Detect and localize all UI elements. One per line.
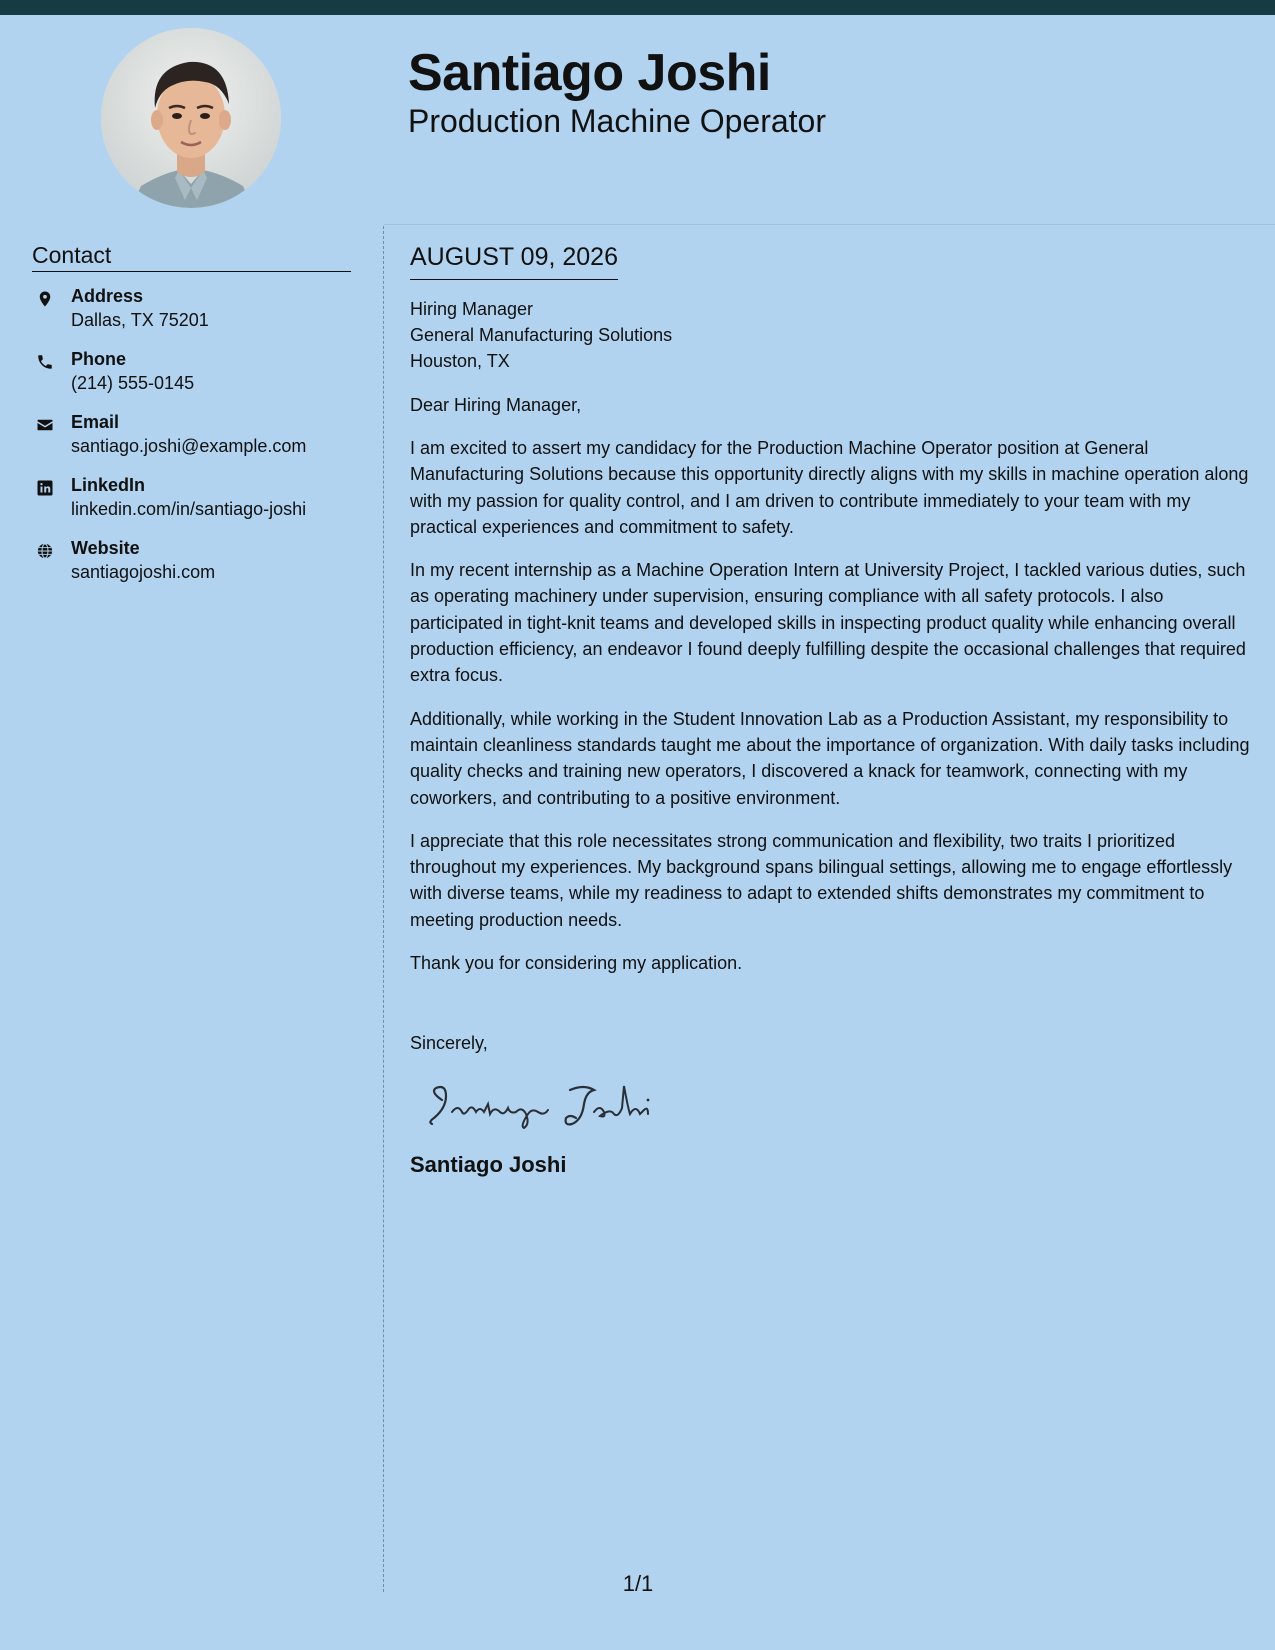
contact-value: linkedin.com/in/santiago-joshi [71,499,307,519]
body-paragraph: I appreciate that this role necessitates strong communication and flexibility, two traits I prioritized throughout my experiences. My background spans bilingual settings, allowing me to engage effortlessly with diverse teams, while my readiness to adapt to extended shifts demonstrates my commitment to meeting production needs. [410,830,1233,930]
closing: Sincerely, [410,1033,488,1054]
contact-value: Dallas, TX 75201 [71,310,209,330]
phone-icon [36,353,54,371]
body-paragraph: I am excited to assert my candidacy for the Production Machine Operator position at General Manufacturing Solutions because this opportunity directly aligns with my skills in machine operation along with my passion for quality control, and I am driven to contribute immediately to your team with my practical experiences and commitment to safety. [410,438,1249,537]
location-pin-icon [36,290,54,308]
letter-body [410,240,1250,1180]
letter-date: AUGUST 09, 2026 [410,240,618,280]
contact-label: LinkedIn [71,475,146,495]
contact-item-email [32,410,351,473]
contact-value: santiago.joshi@example.com [71,436,307,456]
contact-item-website [32,536,351,599]
contact-label: Website [71,538,140,558]
contact-list [32,284,351,599]
contact-item-linkedin [32,473,351,536]
contact-value: santiagojoshi.com [71,562,216,582]
job-title: Production Machine Operator [408,103,826,139]
linkedin-icon [36,479,54,497]
column-divider [383,226,384,1592]
recipient-line: Hiring Manager [410,299,534,319]
contact-heading: Contact [32,240,351,272]
page-number: 1/1 [622,1571,654,1596]
contact-label: Email [71,412,120,432]
recipient-line: Houston, TX [410,351,510,371]
handwritten-signature [424,1078,664,1134]
envelope-icon [36,416,54,434]
globe-icon [36,542,54,560]
contact-label: Address [71,286,144,306]
top-accent-bar [0,0,1275,15]
body-paragraph: Additionally, while working in the Student Innovation Lab as a Production Assistant, my responsibility to maintain cleanliness standards taught me about the importance of organization. With daily tasks including quality checks and training new operators, I discovered a knack for teamwork, connecting with my coworkers, and contributing to a positive environment. [410,708,1250,808]
body-paragraph: Thank you for considering my application. [410,953,743,974]
contact-value: (214) 555-0145 [71,373,195,393]
header-divider [384,224,1275,225]
contact-item-phone [32,347,351,410]
profile-photo-illustration [101,28,281,208]
contact-label: Phone [71,349,127,369]
salutation: Dear Hiring Manager, [410,395,582,415]
candidate-name: Santiago Joshi [408,44,771,102]
profile-photo [101,28,281,208]
recipient-line: General Manufacturing Solutions [410,325,673,345]
body-paragraph: In my recent internship as a Machine Operation Intern at University Project, I tackled various duties, such as operating machinery under supervision, ensuring compliance with all safety protocols. I also participated in tight-knit teams and developed skills in inspecting product quality while enhancing overall production efficiency, an endeavor I found deeply fulfilling despite the occasional challenges that required extra focus. [410,560,1246,686]
signer-name: Santiago Joshi [410,1152,567,1178]
sidebar [32,240,351,599]
recipient-block [410,296,1250,374]
contact-item-address [32,284,351,347]
